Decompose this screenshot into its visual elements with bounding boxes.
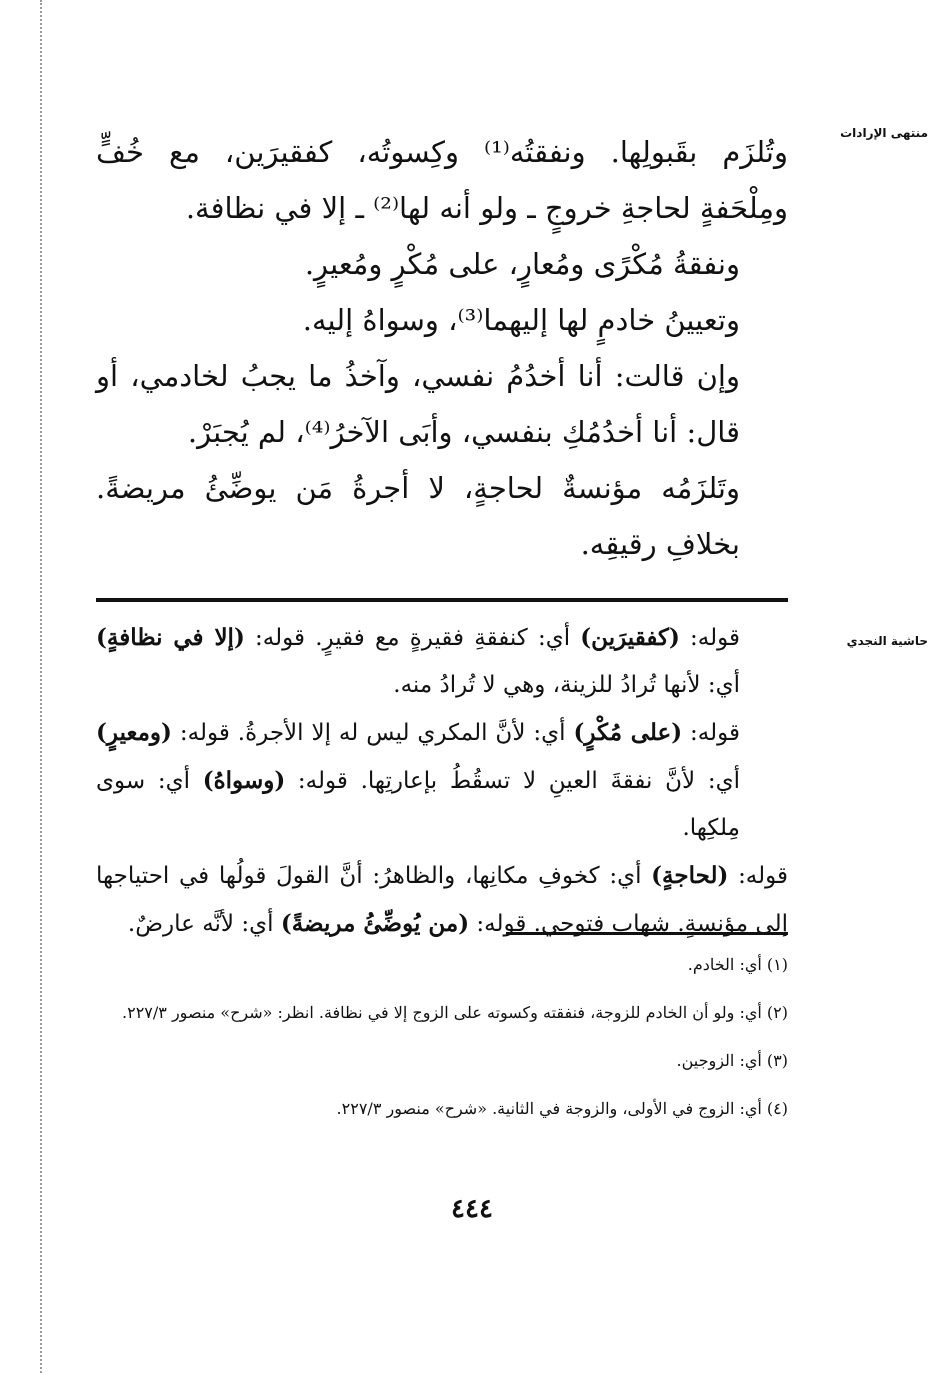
footnote: (٢) أي: ولو أن الخادم للزوجة، فنفقته وكسوته على الزوج إلا في نظافة. انظر: «شرح» منصور ٢٢٧/٣.	[122, 1003, 788, 1022]
main-paragraph: وإن قالت: أنا أخدُمُ نفسي، وآخذُ ما يجبُ لخادمي، أو قال: أنا أخدُمُكِ بنفسي، وأبَى الآخرُ⁽⁴⁾، لم يُجبَرْ.	[96, 359, 740, 449]
commentary-text	[96, 614, 788, 948]
main-source-label: منتهى الإرادات	[840, 126, 928, 140]
section-separator	[96, 598, 788, 602]
commentary-source-label: حاشية النجدي	[846, 634, 928, 648]
commentary-paragraph: قوله: (كفقيرَين) أي: كنفقةِ فقيرةٍ مع فقيرٍ. قوله: (إلا في نظافةٍ) أي: لأنها تُرادُ للزينة، وهي لا تُرادُ منه.	[96, 624, 740, 698]
quoted-term: (وسواهُ)	[202, 767, 286, 794]
main-text	[96, 124, 788, 572]
main-paragraph: ونفقةُ مُكْرًى ومُعارٍ، على مُكْرٍ ومُعيرٍ.	[304, 247, 740, 281]
footnote: (٣) أي: الزوجين.	[676, 1051, 788, 1070]
binding-dots	[40, 0, 42, 1373]
main-paragraph: وتعيينُ خادمٍ لها إليهما⁽³⁾، وسواهُ إليه.	[302, 303, 740, 337]
main-paragraph: وتُلزَم بقَبولِها. ونفقتُه⁽¹⁾ وكِسوتُه، كفقيرَين، مع خُفٍّ ومِلْحَفةٍ لحاجةِ خروجٍ ـ ولو أنه لها⁽²⁾ ـ إلا في نظافة.	[96, 135, 788, 225]
quoted-term: (من يُوضِّئُ مريضةً)	[280, 910, 470, 937]
quoted-term: (لحاجةٍ)	[651, 862, 729, 889]
main-paragraph: وتَلزَمُه مؤنسةٌ لحاجةٍ، لا أجرةُ مَن يوضِّئُ مريضةً. بخلافِ رقيقِه.	[96, 471, 740, 561]
footnote: (١) أي: الخادم.	[687, 955, 788, 974]
footnotes	[96, 948, 788, 1140]
footnote-separator	[506, 932, 788, 935]
page-number: ٤٤٤	[451, 1194, 493, 1224]
commentary-paragraph: قوله: (على مُكْرٍ) أي: لأنَّ المكري ليس له إلا الأجرةُ. قوله: (ومعيرٍ) أي: لأنَّ نفقةَ العينِ لا تسقُطُ بإعارتِها. قوله: (وسواهُ) أي: سوى مِلكِها.	[96, 719, 741, 841]
quoted-term: (ومعيرٍ)	[96, 719, 172, 746]
footnote: (٤) أي: الزوج في الأولى، والزوجة في الثانية. «شرح» منصور ٢٢٧/٣.	[336, 1099, 788, 1118]
quoted-term: (كفقيرَين)	[580, 624, 680, 651]
commentary-paragraph: قوله: (لحاجةٍ) أي: كخوفِ مكانِها، والظاهرُ: أنَّ القولَ قولُها في احتياجها إلى مؤنسةٍ. شهاب فتوحي. قوله: (من يُوضِّئُ مريضةً) أي: لأنَّه عارضٌ.	[96, 862, 789, 937]
quoted-term: (على مُكْرٍ)	[573, 719, 683, 746]
quoted-term: (إلا في نظافةٍ)	[96, 624, 245, 651]
